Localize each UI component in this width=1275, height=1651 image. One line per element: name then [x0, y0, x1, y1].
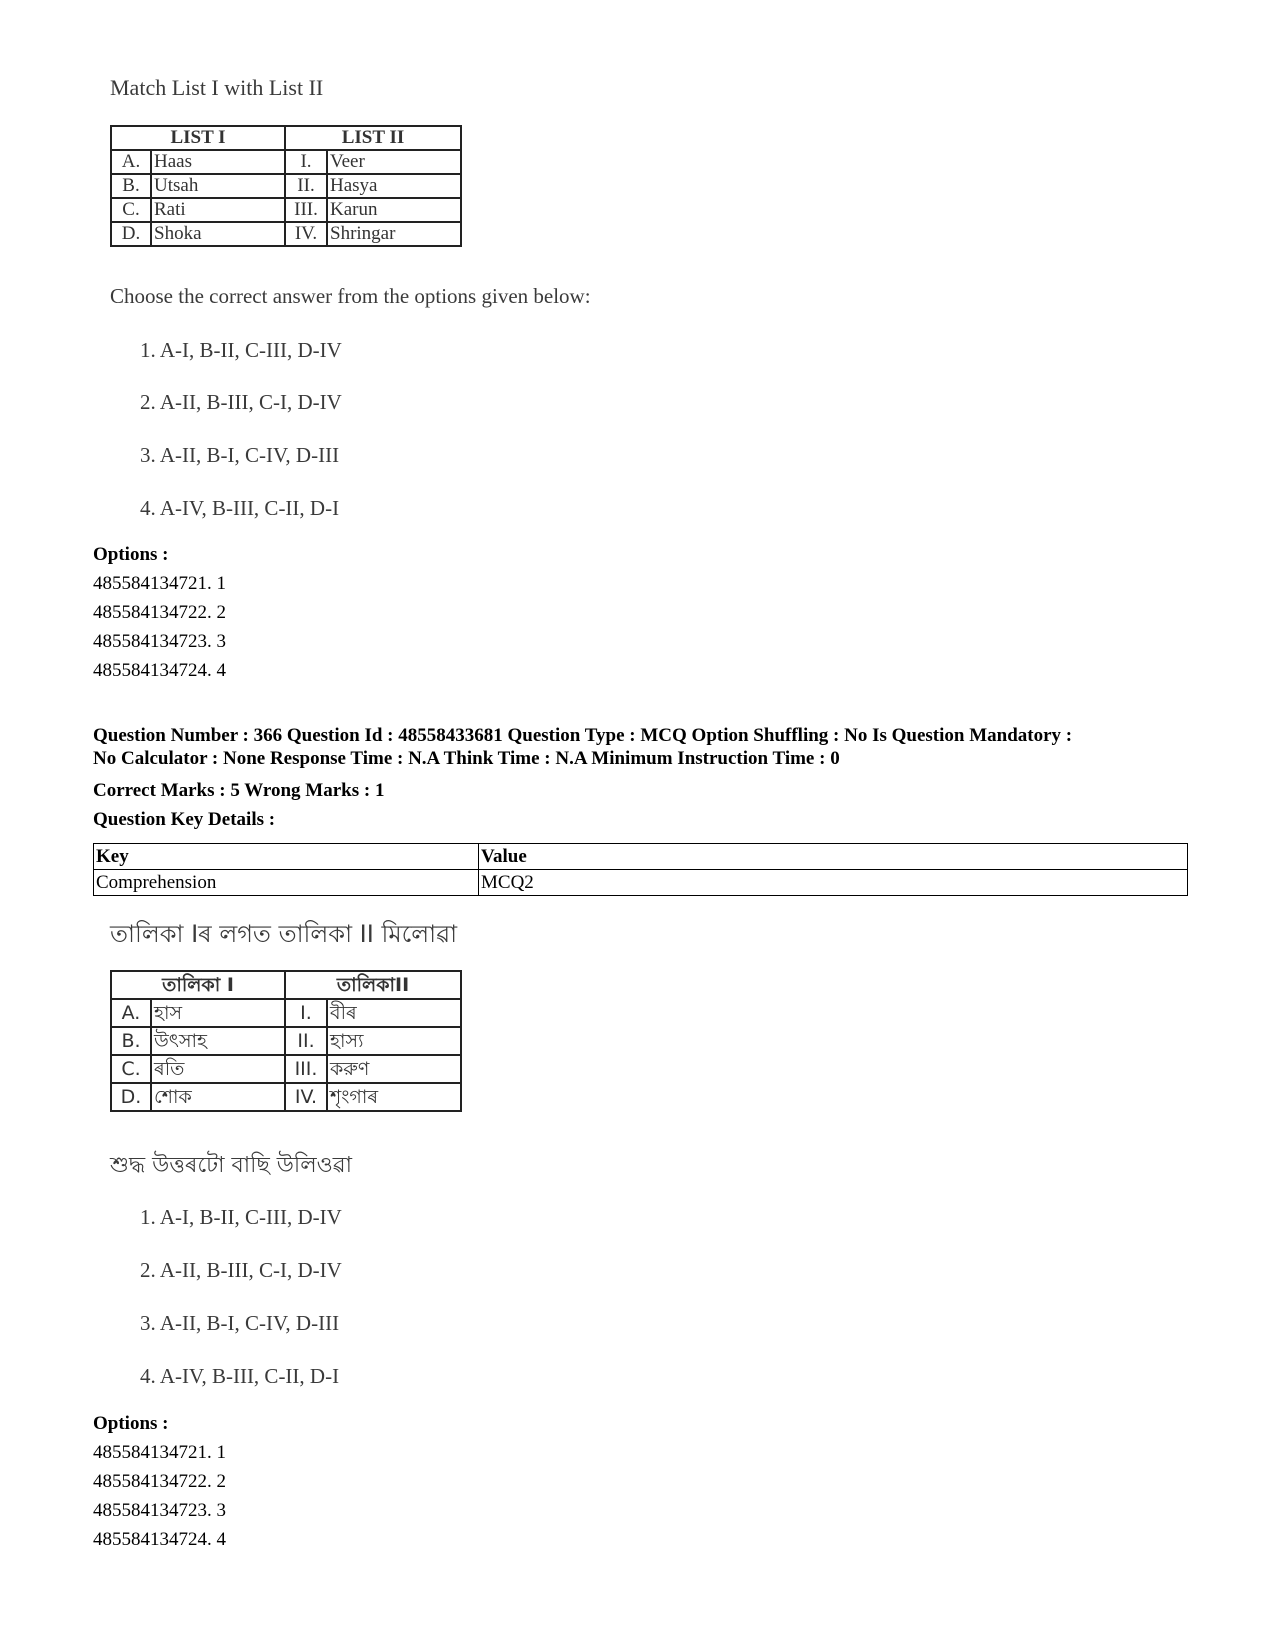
option-item: 485584134724. 4: [93, 1529, 226, 1550]
row-label: IV.: [285, 222, 327, 246]
row-label: C.: [111, 1055, 151, 1083]
option-item: 485584134721. 1: [93, 573, 226, 594]
list-1-value: Rati: [151, 198, 285, 222]
answer-choice: 3. A-II, B-I, C-IV, D-III: [140, 1311, 340, 1335]
row-label: D.: [111, 222, 151, 246]
list-2-header: তালিকাII: [285, 971, 461, 999]
answer-choice: 2. A-II, B-III, C-I, D-IV: [140, 1258, 342, 1282]
option-item: 485584134721. 1: [93, 1442, 226, 1463]
list-1-value: হাস: [151, 999, 285, 1027]
question-heading: তালিকা Iৰ লগত তালিকা II মিলোৱা: [110, 920, 458, 948]
table-row: [111, 198, 461, 222]
row-label: B.: [111, 174, 151, 198]
table-row: [111, 1027, 461, 1055]
option-item: 485584134723. 3: [93, 631, 226, 652]
list-2-value: Veer: [327, 150, 461, 174]
list-1-header: তালিকা I: [111, 971, 285, 999]
list-2-value: Hasya: [327, 174, 461, 198]
choose-instruction: Choose the correct answer from the options given below:: [110, 284, 591, 308]
row-label: B.: [111, 1027, 151, 1055]
options-list: [93, 540, 226, 685]
table-row: [111, 1083, 461, 1111]
row-label: IV.: [285, 1083, 327, 1111]
list-1-header: LIST I: [111, 126, 285, 150]
answer-choice: 3. A-II, B-I, C-IV, D-III: [140, 443, 340, 467]
table-row: [111, 174, 461, 198]
list-2-header: LIST II: [285, 126, 461, 150]
list-2-value: Shringar: [327, 222, 461, 246]
answer-choice: 1. A-I, B-II, C-III, D-IV: [140, 338, 342, 362]
list-1-value: Haas: [151, 150, 285, 174]
key-details-label: Question Key Details :: [93, 809, 276, 830]
question-heading: Match List I with List II: [110, 75, 324, 100]
table-row: [111, 150, 461, 174]
answer-choice: 2. A-II, B-III, C-I, D-IV: [140, 390, 342, 414]
answer-choice: 4. A-IV, B-III, C-II, D-I: [140, 496, 340, 520]
table-row: [111, 222, 461, 246]
value-header: Value: [479, 844, 1188, 870]
row-label: I.: [285, 150, 327, 174]
list-1-value: উৎসাহ: [151, 1027, 285, 1055]
list-2-value: হাস্য: [327, 1027, 461, 1055]
row-label: I.: [285, 999, 327, 1027]
key-cell: Comprehension: [94, 870, 479, 896]
list-2-value: বীৰ: [327, 999, 461, 1027]
list-2-value: করুণ: [327, 1055, 461, 1083]
row-label: III.: [285, 198, 327, 222]
table-row: [111, 1055, 461, 1083]
option-item: 485584134723. 3: [93, 1500, 226, 1521]
options-list: [93, 1409, 226, 1554]
list-1-value: Shoka: [151, 222, 285, 246]
row-label: A.: [111, 150, 151, 174]
option-item: 485584134722. 2: [93, 1471, 226, 1492]
options-label: Options :: [93, 544, 169, 565]
table-row: [111, 999, 461, 1027]
row-label: II.: [285, 174, 327, 198]
meta-line-1: Question Number : 366 Question Id : 48558433681 Question Type : MCQ Option Shuffling : No Is Question Mandatory :: [93, 725, 1073, 746]
answer-choice: 1. A-I, B-II, C-III, D-IV: [140, 1205, 342, 1229]
row-label: II.: [285, 1027, 327, 1055]
key-header: Key: [94, 844, 479, 870]
option-item: 485584134724. 4: [93, 660, 226, 681]
list-2-value: Karun: [327, 198, 461, 222]
choose-instruction: শুদ্ধ উত্তৰটো বাছি উলিওৱা: [110, 1153, 353, 1178]
list-2-value: শৃংগাৰ: [327, 1083, 461, 1111]
question-meta: [93, 724, 1213, 770]
row-label: A.: [111, 999, 151, 1027]
value-cell: MCQ2: [479, 870, 1188, 896]
match-table: [110, 970, 462, 1112]
answer-choice: 4. A-IV, B-III, C-II, D-I: [140, 1364, 340, 1388]
options-label: Options :: [93, 1413, 169, 1434]
key-details-table: [93, 843, 1188, 896]
match-table: [110, 125, 462, 247]
list-1-value: ৰতি: [151, 1055, 285, 1083]
option-item: 485584134722. 2: [93, 602, 226, 623]
row-label: III.: [285, 1055, 327, 1083]
row-label: D.: [111, 1083, 151, 1111]
meta-line-2: No Calculator : None Response Time : N.A Think Time : N.A Minimum Instruction Time : 0: [93, 748, 840, 769]
list-1-value: Utsah: [151, 174, 285, 198]
marks-line: Correct Marks : 5 Wrong Marks : 1: [93, 780, 385, 801]
table-row: [94, 870, 1188, 896]
list-1-value: শোক: [151, 1083, 285, 1111]
row-label: C.: [111, 198, 151, 222]
